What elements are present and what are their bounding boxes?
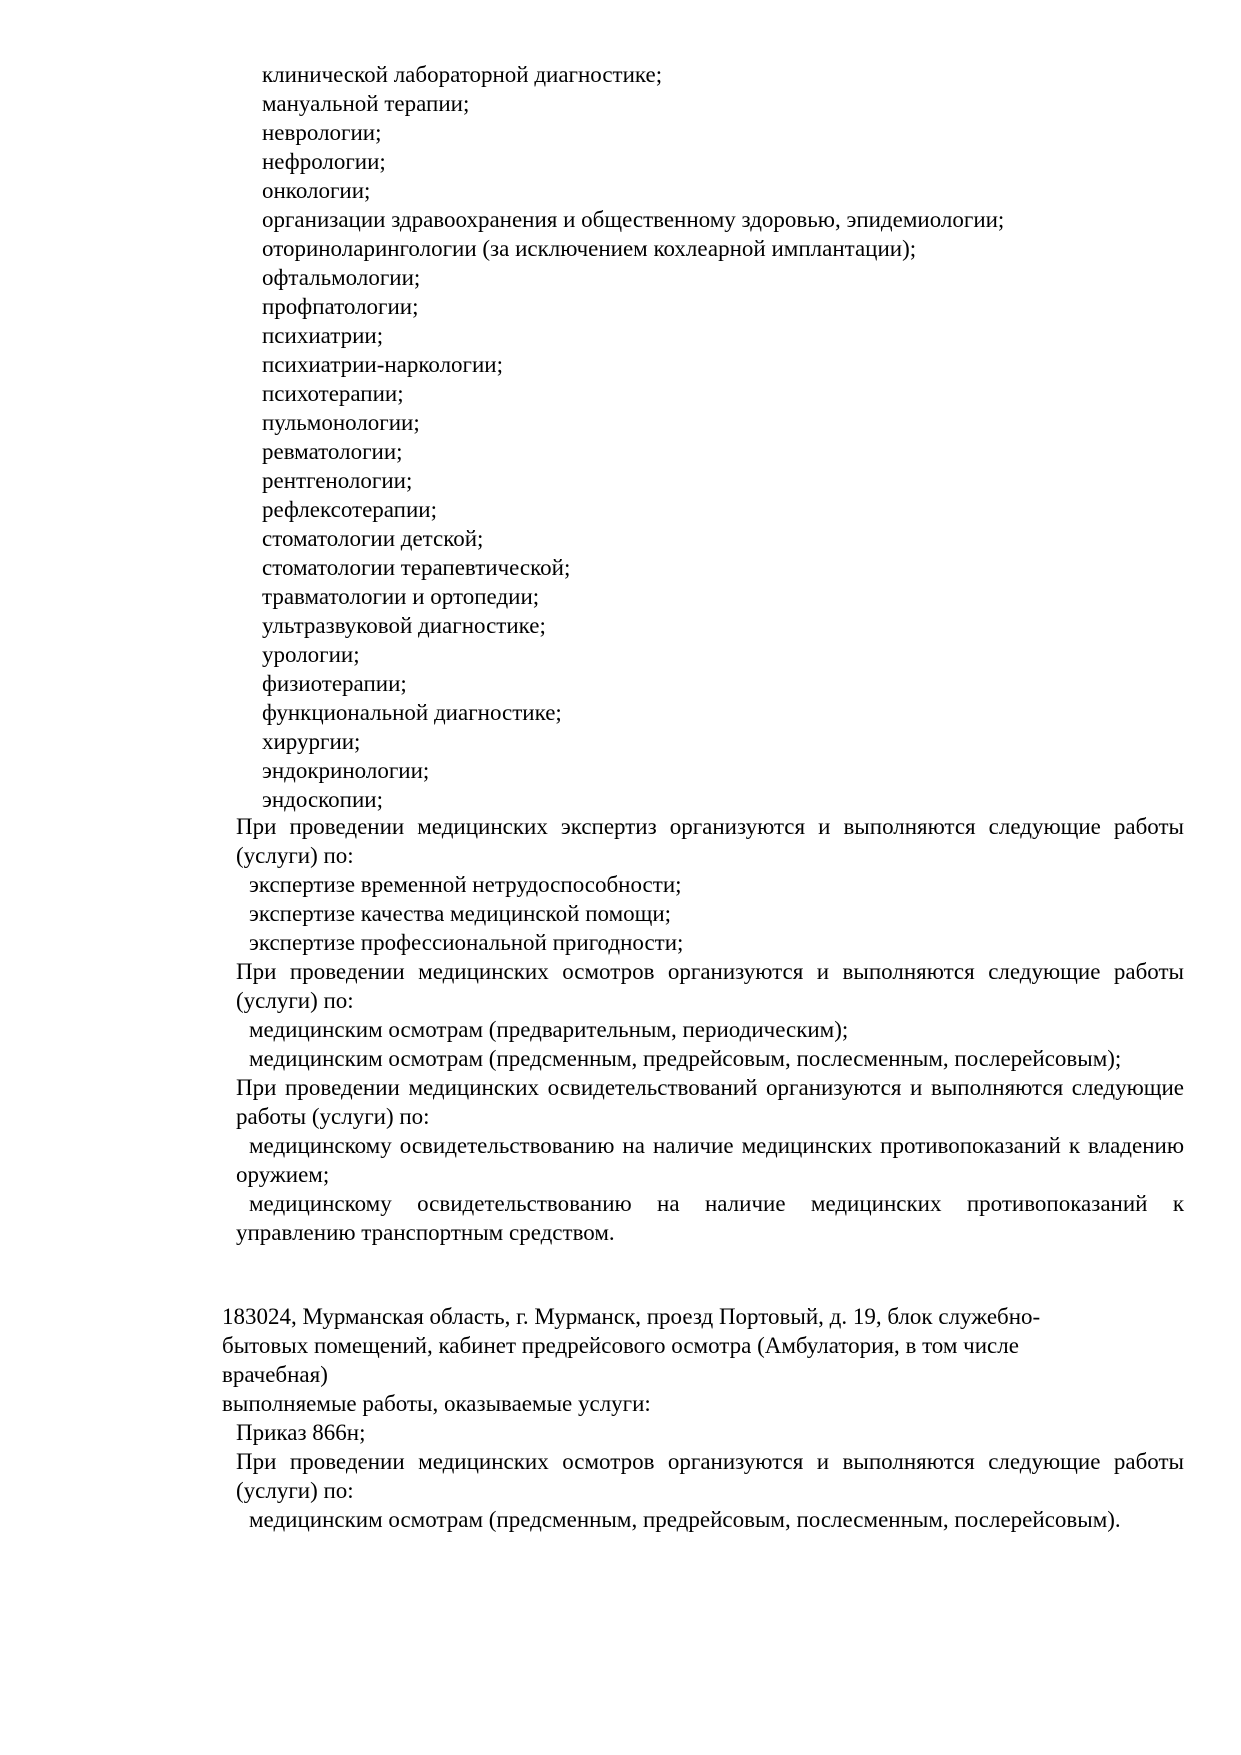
list-item: психиатрии; <box>262 323 384 348</box>
list-item: медицинским осмотрам (предварительным, периодическим); <box>249 1017 849 1042</box>
address-block <box>222 1302 1122 1418</box>
list-item: экспертизе качества медицинской помощи; <box>249 901 672 926</box>
list-item: нефрологии; <box>262 149 386 174</box>
list-item: ультразвуковой диагностике; <box>262 613 546 638</box>
services-caption: выполняемые работы, оказываемые услуги: <box>222 1391 651 1416</box>
list-item: хирургии; <box>262 729 361 754</box>
list-item: физиотерапии; <box>262 671 407 696</box>
list-item: функциональной диагностике; <box>262 700 562 725</box>
list-item: стоматологии терапевтической; <box>262 555 571 580</box>
list-item: экспертизе профессиональной пригодности; <box>249 930 684 955</box>
list-item: мануальной терапии; <box>262 91 470 116</box>
address-services-section <box>236 1418 1184 1534</box>
list-item: онкологии; <box>262 178 371 203</box>
address-line: бытовых помещений, кабинет предрейсового осмотра (Амбулатория, в том числе <box>222 1333 1019 1358</box>
examinations-heading: При проведении медицинских осмотров организуются и выполняются следующие работы (услуги) по: <box>236 1449 1184 1503</box>
list-item: оториноларингологии (за исключением кохлеарной имплантации); <box>262 236 917 261</box>
address-line: 183024, Мурманская область, г. Мурманск, проезд Портовый, д. 19, блок служебно- <box>222 1304 1041 1329</box>
list-item: стоматологии детской; <box>262 526 484 551</box>
list-item: урологии; <box>262 642 360 667</box>
list-item: офтальмологии; <box>262 265 421 290</box>
list-item: психотерапии; <box>262 381 404 406</box>
list-item: медицинским осмотрам (предсменным, предрейсовым, послесменным, послерейсовым); <box>249 1046 1122 1071</box>
list-item: медицинскому освидетельствованию на наличие медицинских противопоказаний к управлению транспортным средством. <box>236 1191 1184 1245</box>
list-item: экспертизе временной нетрудоспособности; <box>249 872 682 897</box>
list-item: клинической лабораторной диагностике; <box>262 62 663 87</box>
examinations-heading: При проведении медицинских осмотров организуются и выполняются следующие работы (услуги) по: <box>236 959 1184 1013</box>
list-item: рентгенологии; <box>262 468 413 493</box>
list-item: медицинским осмотрам (предсменным, предрейсовым, послесменным, послерейсовым). <box>249 1507 1121 1532</box>
list-item: травматологии и ортопедии; <box>262 584 540 609</box>
list-item: эндокринологии; <box>262 758 430 783</box>
list-item: неврологии; <box>262 120 382 145</box>
specialty-list <box>262 60 1162 814</box>
list-item: психиатрии-наркологии; <box>262 352 503 377</box>
address-line: врачебная) <box>222 1362 328 1387</box>
list-item: рефлексотерапии; <box>262 497 437 522</box>
list-item: эндоскопии; <box>262 787 383 812</box>
order-reference: Приказ 866н; <box>236 1420 366 1445</box>
expertise-heading: При проведении медицинских экспертиз организуются и выполняются следующие работы (услуги) по: <box>236 814 1184 868</box>
list-item: организации здравоохранения и общественному здоровью, эпидемиологии; <box>262 207 1005 232</box>
list-item: профпатологии; <box>262 294 419 319</box>
certification-heading: При проведении медицинских освидетельствований организуются и выполняются следующие работы (услуги) по: <box>236 1075 1184 1129</box>
services-section <box>236 812 1184 1247</box>
list-item: ревматологии; <box>262 439 403 464</box>
list-item: пульмонологии; <box>262 410 420 435</box>
list-item: медицинскому освидетельствованию на наличие медицинских противопоказаний к владению оружием; <box>236 1133 1184 1187</box>
